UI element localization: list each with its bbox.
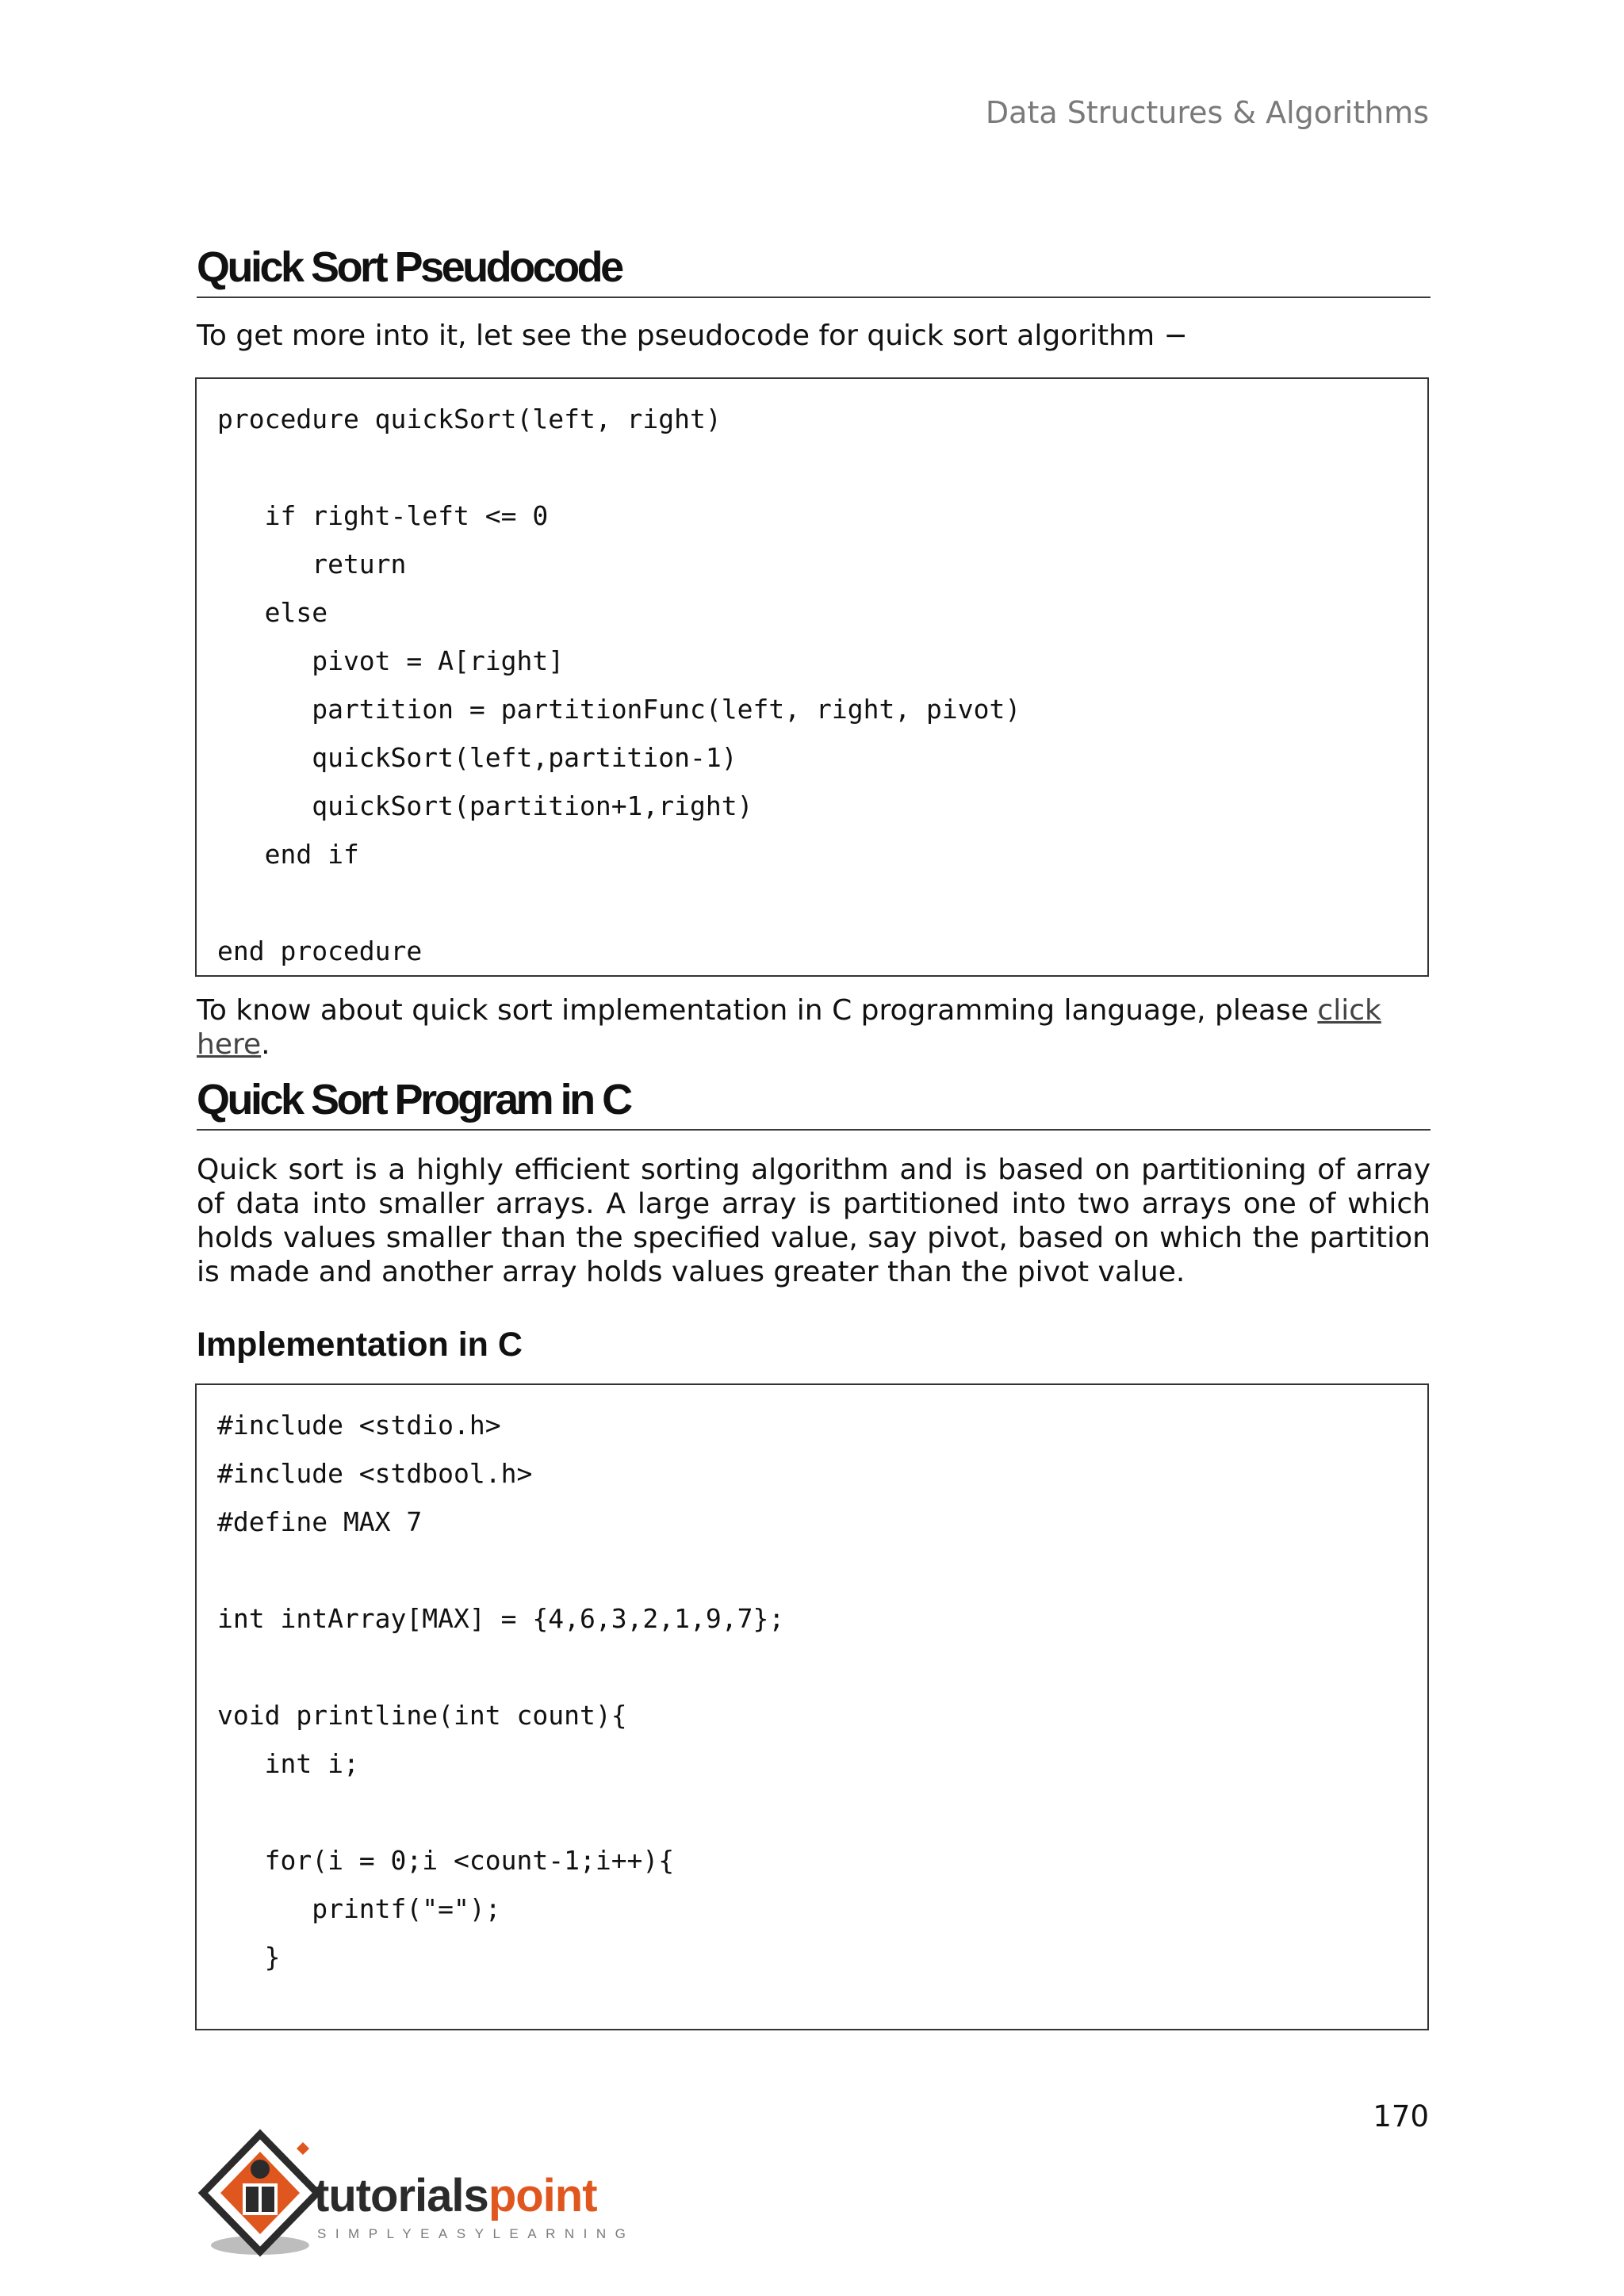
code-line: if right-left <= 0 — [217, 500, 549, 531]
pseudocode-intro: To get more into it, let see the pseudocode for quick sort algorithm − — [197, 320, 1188, 352]
code-line: #include <stdbool.h> — [217, 1458, 533, 1489]
quicksort-description: Quick sort is a highly efficient sorting algorithm and is based on partitioning of array of data into smaller arrays. A large array is partitioned into two arrays one of which holds values smaller than the specified value, say pivot, based on which the partition is made and another array holds values greater than the pivot value. — [197, 1154, 1431, 1288]
code-line: void printline(int count){ — [217, 1700, 627, 1731]
code-line: return — [217, 549, 407, 580]
code-line: partition = partitionFunc(left, right, pivot) — [217, 694, 1021, 725]
code-line: quickSort(partition+1,right) — [217, 790, 753, 821]
section-heading-pseudocode: Quick Sort Pseudocode — [197, 243, 1431, 298]
code-line: pivot = A[right] — [217, 645, 565, 676]
tutorialspoint-logo — [193, 2128, 638, 2263]
code-line — [217, 1788, 1427, 1836]
code-line: int intArray[MAX] = {4,6,3,2,1,9,7}; — [217, 1603, 785, 1634]
code-line: for(i = 0;i <count-1;i++){ — [217, 1845, 675, 1876]
code-line: end if — [217, 839, 359, 870]
pseudocode-block — [195, 377, 1429, 977]
subheading-implementation: Implementation in C — [197, 1326, 523, 1364]
implementation-reference — [197, 993, 1431, 1062]
logo-word-point: point — [488, 2170, 597, 2221]
code-line: procedure quickSort(left, right) — [217, 404, 722, 434]
logo-tagline: SIMPLYEASYLEARNING — [317, 2226, 635, 2241]
code-line: #define MAX 7 — [217, 1506, 423, 1537]
code-line: int i; — [217, 1748, 359, 1779]
code-line — [217, 1643, 1427, 1691]
c-code-block — [195, 1383, 1429, 2030]
code-line: quickSort(left,partition-1) — [217, 742, 737, 773]
page-number: 170 — [1373, 2099, 1429, 2133]
section-heading-program: Quick Sort Program in C — [197, 1075, 1431, 1131]
reference-period: . — [261, 1028, 270, 1061]
reference-text: To know about quick sort implementation in C programming language, please — [197, 994, 1318, 1027]
code-line — [217, 878, 1427, 927]
click-here-link[interactable]: click here — [197, 994, 1381, 1061]
running-header: Data Structures & Algorithms — [985, 95, 1429, 130]
code-line: else — [217, 597, 328, 628]
code-line — [217, 1546, 1427, 1594]
code-line: end procedure — [217, 936, 423, 966]
code-line — [217, 443, 1427, 492]
logo-word-tutorials: tutorials — [314, 2170, 488, 2221]
code-line: #include <stdio.h> — [217, 1410, 501, 1441]
logo-emblem-icon — [193, 2128, 320, 2263]
logo-wordmark — [314, 2172, 597, 2220]
code-line: printf("="); — [217, 1893, 501, 1924]
code-line: } — [217, 1942, 281, 1973]
